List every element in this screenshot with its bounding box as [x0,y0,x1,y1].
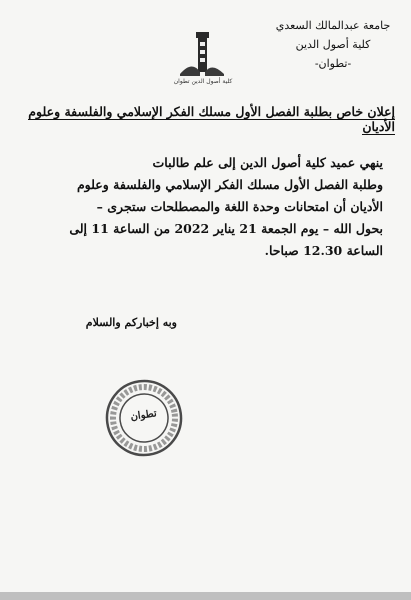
university-name: جامعة عبدالمالك السعدي [275,19,391,32]
announcement-title [14,104,395,134]
institution-header [273,16,393,73]
announcement-body [50,152,383,262]
body-line: الساعة 12.30 صباحا. [264,243,383,258]
official-stamp [99,373,189,463]
body-line: ينهي عميد كلية أصول الدين إلى علم طالبات [152,155,383,170]
closing-phrase: وبه إخباركم والسلام [85,316,177,329]
city-name: -تطوان- [314,57,352,70]
faculty-name: كلية أصول الدين [295,38,371,51]
announcement-title-text: إعلان خاص بطلبة الفصل الأول مسلك الفكر الإسلامي والفلسفة وعلوم الأديان [28,104,395,134]
body-line: بحول الله – يوم الجمعة 21 يناير 2022 من الساعة 11 إلى [69,221,383,236]
body-line: وطلبة الفصل الأول مسلك الفكر الإسلامي والفلسفة وعلوم [76,177,383,192]
logo-caption: كلية أصول الدين تطوان [173,78,233,85]
scan-edge [0,592,411,600]
stamp-city: تطوان [129,408,158,423]
body-line: الأديان أن امتحانات وحدة اللغة والمصطلحات ستجرى – [96,199,383,214]
